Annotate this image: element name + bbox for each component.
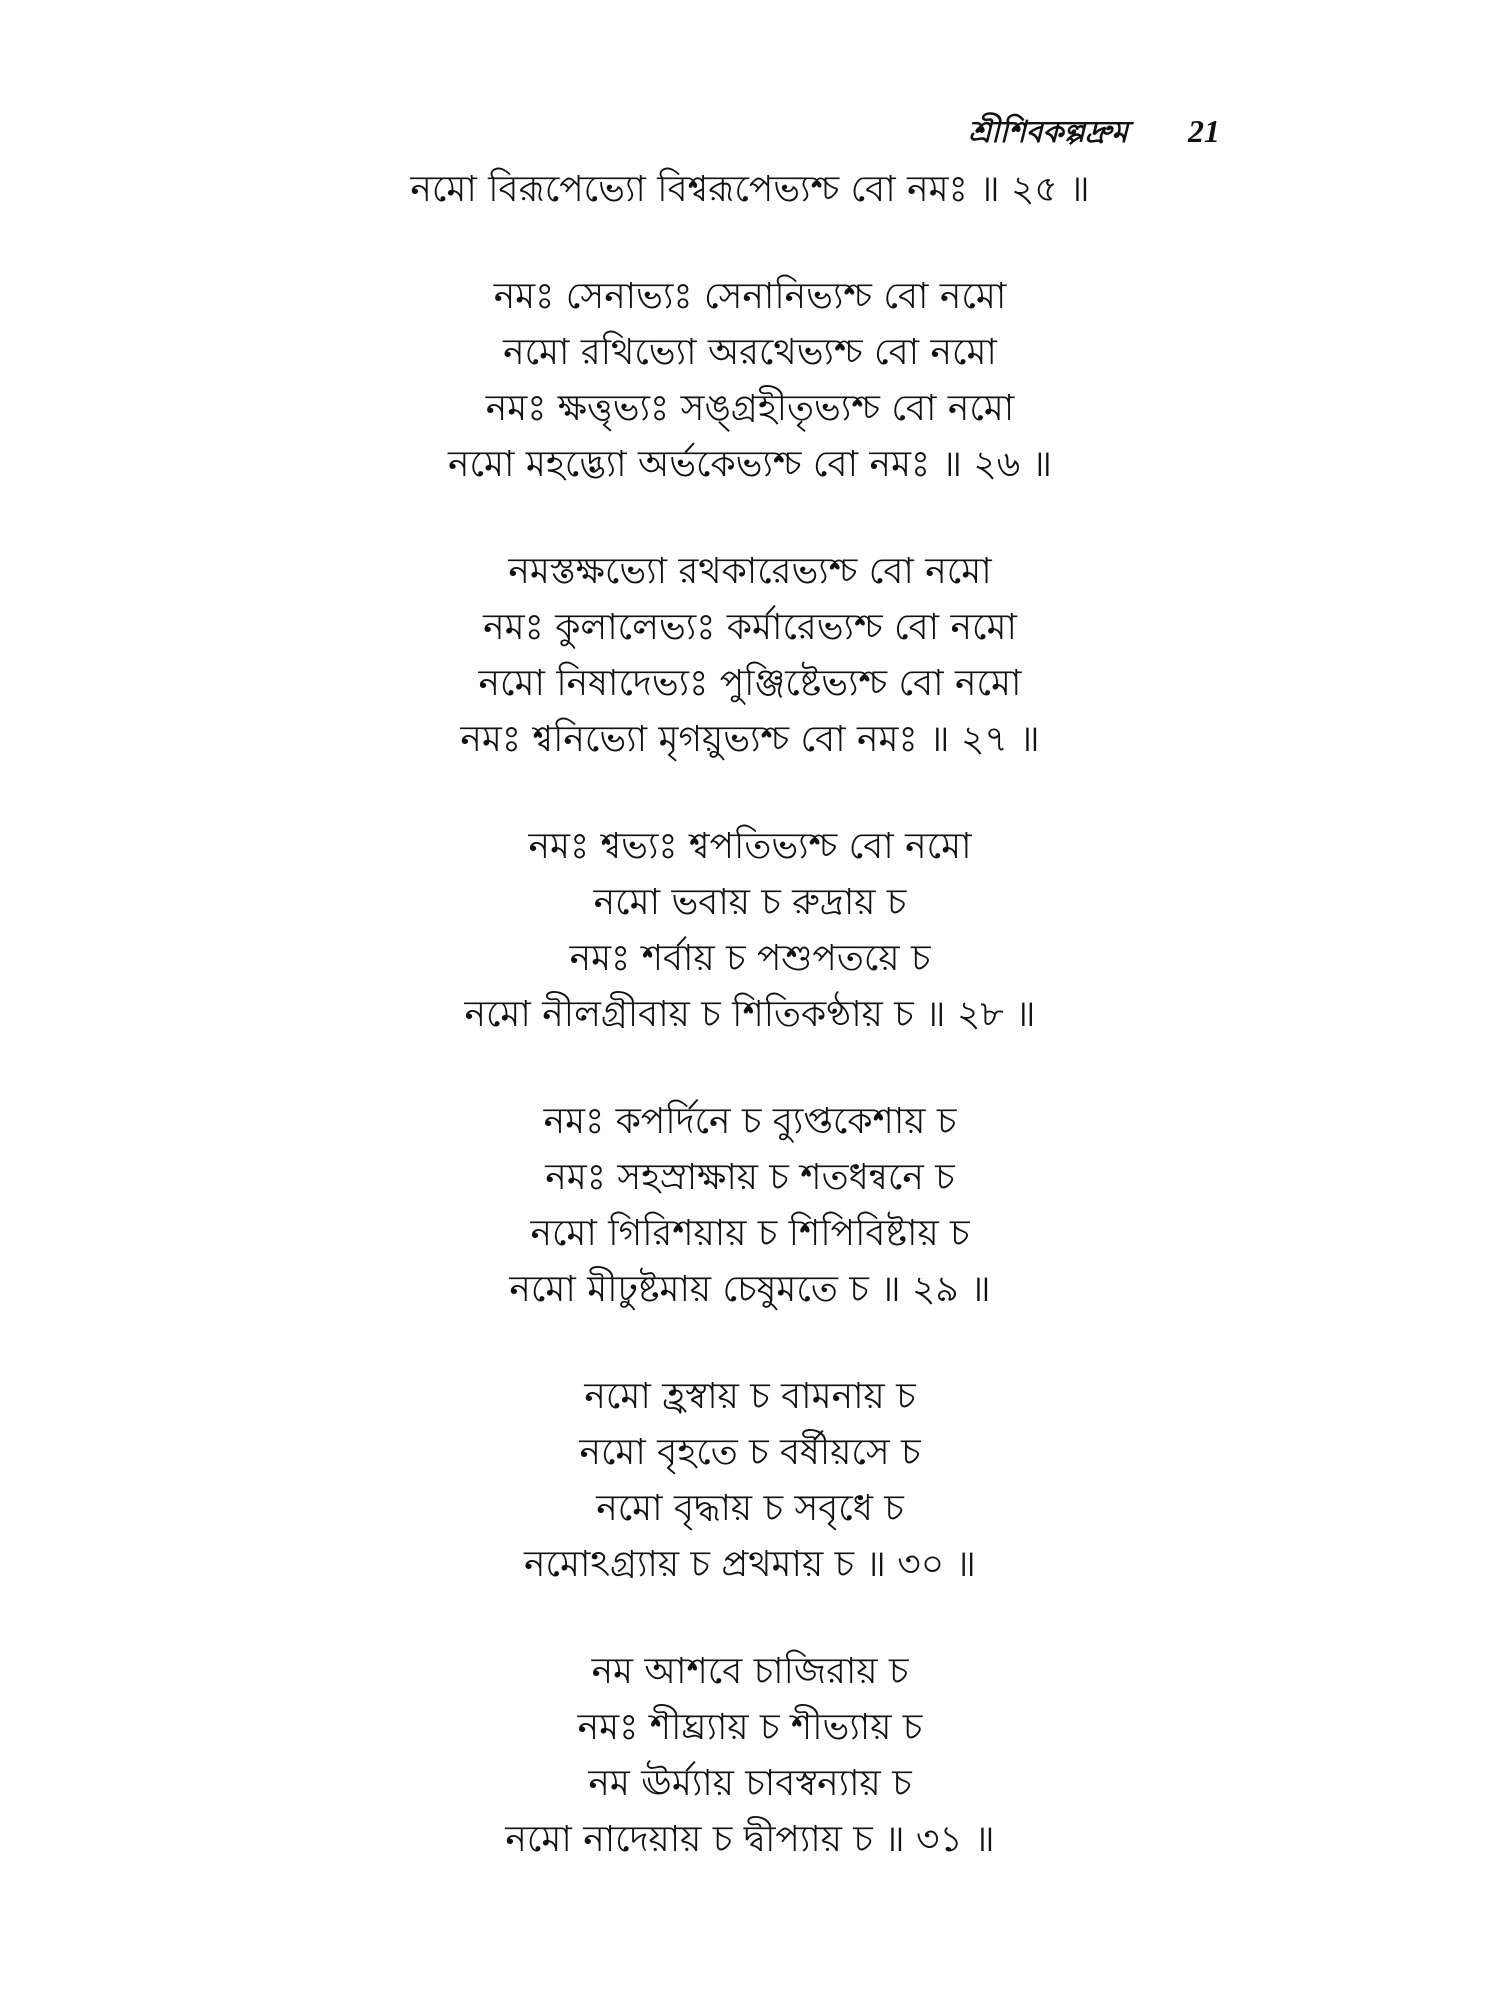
page-number: 21 — [1188, 113, 1220, 149]
verse-line: নমো বৃদ্ধায় চ সবৃধে চ — [596, 1488, 904, 1529]
stanza-28 — [0, 819, 1500, 1043]
verse-line: নম ঊর্ম্যায় চাবস্বন্যায় চ — [588, 1763, 912, 1804]
stanza-27 — [0, 544, 1500, 768]
verse-line: নমো নিষাদেভ্যঃ পুঞ্জিষ্টেভ্যশ্চ বো নমো — [478, 663, 1022, 704]
verse-line: নম আশবে চাজিরায় চ — [591, 1651, 909, 1692]
verse-line: নমো রথিভ্যো অরথেভ্যশ্চ বো নমো — [503, 332, 997, 373]
verse-line: নমঃ শ্বনিভ্যো মৃগয়ুভ্যশ্চ বো নমঃ ॥ ২৭ ॥ — [460, 719, 1040, 760]
verse-line: নমো নাদেয়ায় চ দ্বীপ্যায় চ ॥ ৩১ ॥ — [505, 1819, 995, 1860]
verse-line: নমঃ ক্ষত্তৃভ্যঃ সঙ্গ্রহীতৃভ্যশ্চ বো নমো — [485, 388, 1015, 429]
verse-line: নমঃ সহস্রাক্ষায় চ শতধন্বনে চ — [545, 1157, 955, 1198]
stanza-30 — [0, 1369, 1500, 1593]
stanza-31 — [0, 1644, 1500, 1868]
verse-line: নমো বৃহতে চ বর্ষীয়সে চ — [579, 1432, 921, 1473]
verse-line: নমো বিরূপেভ্যো বিশ্বরূপেভ্যশ্চ বো নমঃ ॥ ২৫ ॥ — [410, 169, 1090, 210]
verse-line: নমঃ কুলালেভ্যঃ কর্মারেভ্যশ্চ বো নমো — [483, 607, 1017, 648]
verse-body — [0, 162, 1500, 1919]
verse-line: নমঃ শ্বভ্যঃ শ্বপতিভ্যশ্চ বো নমো — [528, 826, 972, 867]
verse-line: নমো মহদ্ভ্যো অর্ভকেভ্যশ্চ বো নমঃ ॥ ২৬ ॥ — [448, 444, 1052, 485]
stanza-29 — [0, 1094, 1500, 1318]
verse-line: নমো হ্রস্বায় চ বামনায় চ — [584, 1376, 916, 1417]
verse-line: নমস্তক্ষভ্যো রথকারেভ্যশ্চ বো নমো — [508, 551, 992, 592]
verse-line: নমঃ কপর্দিনে চ ব্যুপ্তকেশায় চ — [543, 1101, 957, 1142]
verse-line: নমো নীলগ্রীবায় চ শিতিকণ্ঠায় চ ॥ ২৮ ॥ — [464, 994, 1036, 1035]
verse-line: নমো গিরিশয়ায় চ শিপিবিষ্টায় চ — [530, 1213, 970, 1254]
verse-line: নমো ভবায় চ রুদ্রায় চ — [593, 882, 907, 923]
header-title: শ্রীশিবকল্পদ্রুম — [968, 115, 1128, 150]
verse-line: নমো মীঢুষ্টমায় চেষুমতে চ ॥ ২৯ ॥ — [509, 1269, 991, 1310]
verse-line: নমঃ শীঘ্র্যায় চ শীভ্যায় চ — [577, 1707, 923, 1748]
stanza-25 — [0, 162, 1500, 218]
stanza-26 — [0, 269, 1500, 493]
verse-line: নমোঽগ্র্যায় চ প্রথমায় চ ॥ ৩০ ॥ — [524, 1544, 976, 1585]
verse-line: নমঃ সেনাভ্যঃ সেনানিভ্যশ্চ বো নমো — [493, 276, 1007, 317]
verse-line: নমঃ শর্বায় চ পশুপতয়ে চ — [569, 938, 931, 979]
running-header — [968, 108, 1220, 159]
